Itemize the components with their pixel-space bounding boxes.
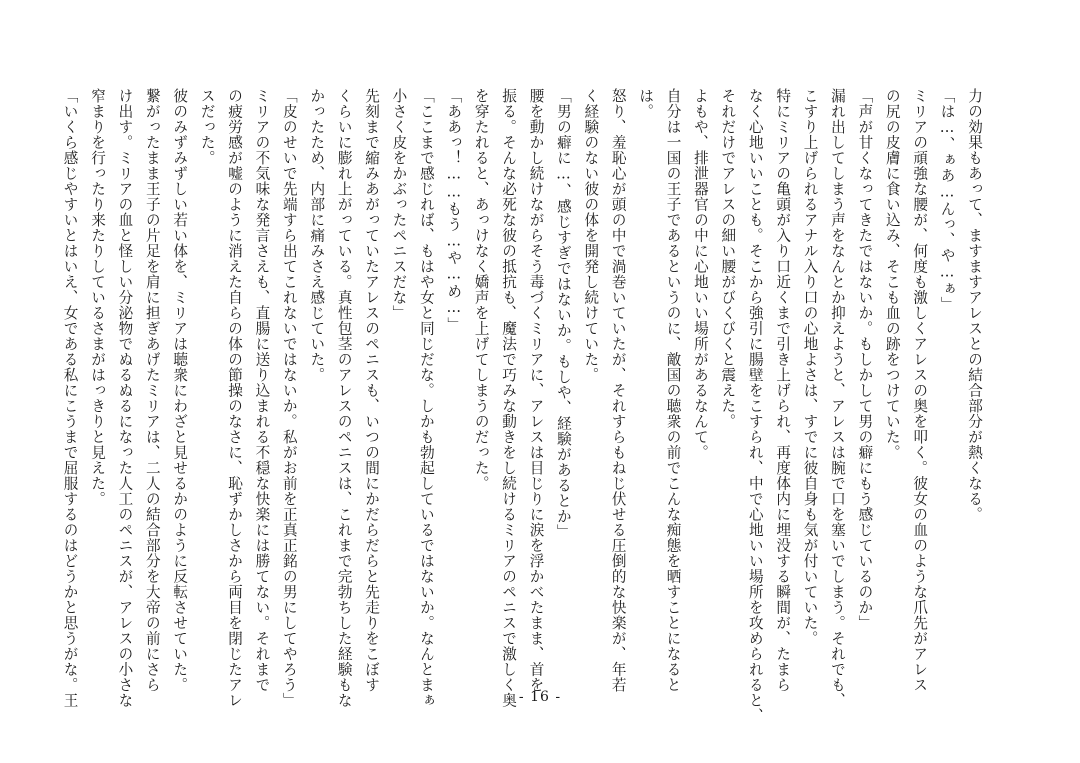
- text-line: 腰を動かし続けながらそう毒づくミリアに、アレスは目じりに涙を浮かべたまま、首を: [527, 88, 545, 693]
- text-line: よもや、排泄器官の中に心地いい場所があるなんて。: [691, 88, 709, 460]
- text-line: 漏れ出してしまう声をなんとか抑えようと、アレスは腕で口を塞いでしまう。それでも、: [828, 88, 846, 708]
- text-line: 振る。そんな必死な彼の抵抗も、魔法で巧みな動きをし続けるミリアのペニスで激しく奥: [500, 88, 518, 708]
- text-line: それだけでアレスの細い腰がびくびくと震えた。: [719, 88, 737, 429]
- text-line: なく心地いいことも。そこから強引に腸壁をこすられ、中で心地いい場所を攻められると、: [746, 88, 764, 724]
- text-line: 「ああっ！……もう…や…め…」: [445, 88, 463, 333]
- text-line: け出す。ミリアの血と怪しい分泌物でぬるぬるになった人工のペニスが、アレスの小さな: [116, 88, 134, 708]
- text-line: 彼のみずみずしい若い体を、ミリアは聴衆にわざと見せるかのように反転させていた。: [171, 88, 189, 693]
- text-line: を穿たれると、あっけなく嬌声を上げてしまうのだった。: [472, 88, 490, 491]
- text-line: 「は…、ぁあ…んっ、や…ぁ」: [938, 88, 956, 313]
- text-line: 小さく皮をかぶったペニスだな」: [390, 88, 408, 321]
- text-line: 「ここまで感じれば、もはや女と同じだな。しかも勃起しているではないか。なんとまぁ: [417, 88, 435, 708]
- text-line: の尻の皮膚に食い込み、そこも血の跡をつけていた。: [883, 88, 901, 460]
- text-line: 怒り、羞恥心が頭の中で渦巻いていたが、それすらもねじ伏せる圧倒的な快楽が、年若: [609, 88, 627, 693]
- text-line: の疲労感が嘘のように消えた自らの体の節操のなさに、恥ずかしさから両目を閉じたアレ: [226, 88, 244, 708]
- text-line: スだった。: [198, 88, 216, 166]
- text-line: 力の効果もあって、ますますアレスとの結合部分が熱くなる。: [966, 88, 983, 522]
- text-line: 「いくら感じやすいとはいえ、女である私にこうまで屈服するのはどうかと思うがな。王: [61, 88, 79, 708]
- text-line: くらいに膨れ上がっている。真性包茎のアレスのペニスは、これまで完勃ちした経験もな: [335, 88, 353, 708]
- text-line: かったため、内部に痛みさえ感じていた。: [308, 88, 326, 383]
- text-line: 先刻まで縮みあがっていたアレスのペニスも、いつの間にかだらだらと先走りをこぼす: [363, 88, 381, 693]
- text-line: ミリアの不気味な発言さえも、直腸に送り込まれる不穏な快楽には勝てない。それまで: [253, 88, 271, 693]
- text-line: こすり上げられるアナル入り口の心地よさは、すでに彼自身も気が付いていた。: [801, 88, 819, 646]
- text-line: 特にミリアの亀頭が入り口近くまで引き上げられ、再度体内に埋没する瞬間が、たまら: [774, 88, 792, 693]
- page-number: - 16 -: [518, 689, 562, 705]
- text-line: は。: [637, 88, 655, 119]
- text-line: く経験のない彼の体を開発し続けていた。: [582, 88, 600, 383]
- text-line: 窄まりを行ったり来たりしているさまがはっきりと見えた。: [89, 88, 106, 507]
- text-line: 「声が甘くなってきたではないか。もしかして男の癖にもう感じているのか」: [856, 88, 874, 631]
- text-line: 自分は一国の王子であるというのに、敵国の聴衆の前でこんな痴態を晒すことになると: [664, 88, 682, 693]
- text-line: 「男の癖に…、感じすぎではないか。もしや、経験があるとか」: [554, 88, 572, 540]
- text-line: 繋がったまま王子の片足を肩に担ぎあげたミリアは、二人の結合部分を大帝の前にさら: [143, 88, 161, 693]
- text-line: ミリアの頑強な腰が、何度も激しくアレスの奥を叩く。彼女の血のような爪先がアレス: [911, 88, 929, 693]
- text-line: 「皮のせいで先端すら出てこれないではないか。私がお前を正真正銘の男にしてやろう」: [280, 88, 298, 708]
